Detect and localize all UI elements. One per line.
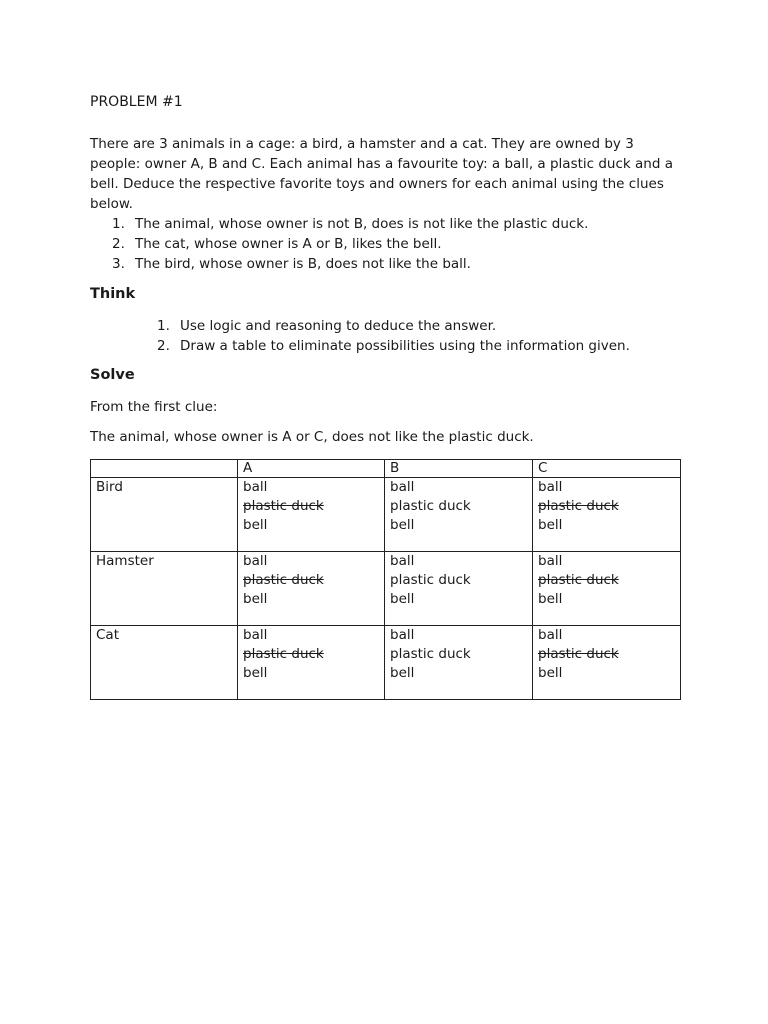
toy-option: ball bbox=[538, 479, 563, 495]
table-row bbox=[91, 478, 681, 552]
problem-intro: There are 3 animals in a cage: a bird, a hamster and a cat. They are owned by 3 people: owner A, B and C. Each animal has a favourite toy: a ball, a plastic duck and a bell. Deduce the respective favorite toys and owners for each animal using the clues below. bbox=[90, 136, 673, 212]
toy-options-cell bbox=[238, 478, 385, 552]
toy-options-cell bbox=[385, 552, 533, 626]
clue-number: 3. bbox=[112, 256, 125, 272]
clue-number: 2. bbox=[112, 236, 125, 252]
toy-option: bell bbox=[243, 517, 268, 533]
toy-option: bell bbox=[538, 591, 563, 607]
clues-list bbox=[90, 214, 588, 274]
toy-option: ball bbox=[243, 627, 268, 643]
elimination-table bbox=[90, 459, 681, 700]
clue-item bbox=[90, 254, 588, 274]
animal-cell: Bird bbox=[91, 478, 238, 552]
think-number: 2. bbox=[157, 338, 170, 354]
toy-option: bell bbox=[390, 517, 415, 533]
toy-options-cell bbox=[533, 478, 681, 552]
toy-option: ball bbox=[243, 553, 268, 569]
toy-options-cell bbox=[533, 626, 681, 700]
toy-option: bell bbox=[243, 591, 268, 607]
think-list bbox=[135, 316, 630, 356]
clue-number: 1. bbox=[112, 216, 125, 232]
table-header-row bbox=[91, 460, 681, 478]
toy-option: ball bbox=[390, 627, 415, 643]
clue-item bbox=[90, 214, 588, 234]
think-item bbox=[135, 336, 630, 356]
table-row bbox=[91, 626, 681, 700]
toy-option: bell bbox=[538, 665, 563, 681]
animal-cell: Cat bbox=[91, 626, 238, 700]
eliminated-option: plastic duck bbox=[243, 572, 324, 588]
clue-text: The cat, whose owner is A or B, likes the bell. bbox=[135, 236, 442, 252]
toy-options-cell bbox=[238, 626, 385, 700]
solve-line-1: From the first clue: bbox=[90, 399, 218, 415]
toy-option: plastic duck bbox=[390, 572, 471, 588]
toy-option: bell bbox=[390, 665, 415, 681]
header-cell-owner-b: B bbox=[385, 460, 533, 478]
header-cell-owner-c: C bbox=[533, 460, 681, 478]
eliminated-option: plastic duck bbox=[243, 646, 324, 662]
solve-line-2: The animal, whose owner is A or C, does not like the plastic duck. bbox=[90, 429, 534, 445]
toy-option: plastic duck bbox=[390, 498, 471, 514]
header-cell bbox=[91, 460, 238, 478]
toy-options-cell bbox=[533, 552, 681, 626]
clue-text: The bird, whose owner is B, does not like the ball. bbox=[135, 256, 471, 272]
toy-option: ball bbox=[390, 553, 415, 569]
solve-heading: Solve bbox=[90, 367, 135, 383]
toy-option: ball bbox=[390, 479, 415, 495]
think-number: 1. bbox=[157, 318, 170, 334]
table-row bbox=[91, 552, 681, 626]
think-text: Use logic and reasoning to deduce the answer. bbox=[180, 318, 497, 334]
problem-title: PROBLEM #1 bbox=[90, 94, 183, 110]
toy-option: ball bbox=[538, 553, 563, 569]
think-heading: Think bbox=[90, 286, 136, 302]
toy-option: ball bbox=[243, 479, 268, 495]
eliminated-option: plastic duck bbox=[538, 646, 619, 662]
eliminated-option: plastic duck bbox=[538, 498, 619, 514]
clue-item bbox=[90, 234, 588, 254]
toy-option: plastic duck bbox=[390, 646, 471, 662]
clue-text: The animal, whose owner is not B, does is not like the plastic duck. bbox=[135, 216, 589, 232]
eliminated-option: plastic duck bbox=[243, 498, 324, 514]
toy-options-cell bbox=[385, 478, 533, 552]
toy-option: ball bbox=[538, 627, 563, 643]
toy-option: bell bbox=[243, 665, 268, 681]
header-cell-owner-a: A bbox=[238, 460, 385, 478]
think-text: Draw a table to eliminate possibilities using the information given. bbox=[180, 338, 630, 354]
toy-option: bell bbox=[538, 517, 563, 533]
toy-options-cell bbox=[385, 626, 533, 700]
eliminated-option: plastic duck bbox=[538, 572, 619, 588]
think-item bbox=[135, 316, 630, 336]
toy-options-cell bbox=[238, 552, 385, 626]
toy-option: bell bbox=[390, 591, 415, 607]
animal-cell: Hamster bbox=[91, 552, 238, 626]
